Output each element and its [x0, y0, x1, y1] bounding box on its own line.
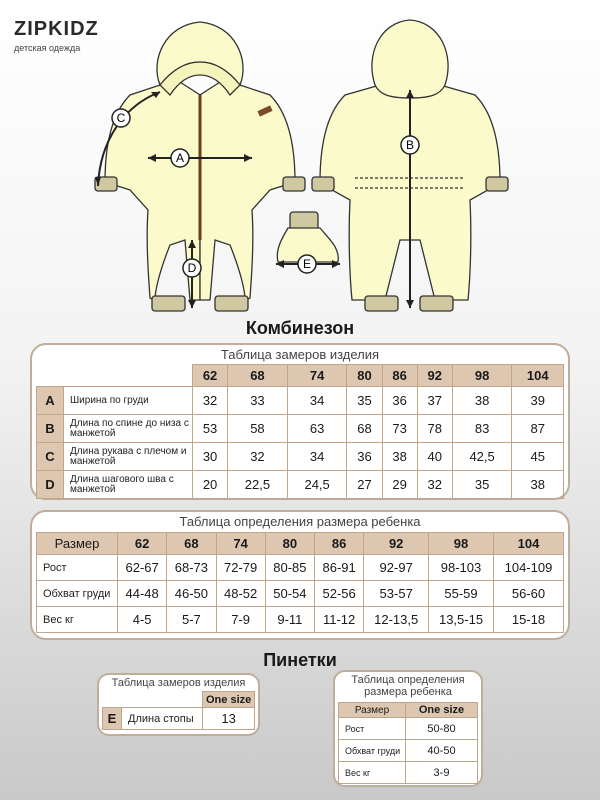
booties-size-table — [338, 702, 478, 784]
size-header: 86 — [315, 533, 364, 555]
table-cell: 39 — [512, 387, 564, 415]
row-code: E — [103, 708, 122, 730]
table-cell: 40 — [417, 443, 452, 471]
booties-measure-title: Таблица замеров изделия — [111, 677, 246, 689]
table-row — [37, 415, 564, 443]
table-cell: 32 — [417, 471, 452, 499]
row-code: A — [37, 387, 64, 415]
size-header: One size — [203, 692, 255, 708]
size-header: One size — [406, 703, 478, 718]
table-cell: 27 — [347, 471, 382, 499]
size-header: 86 — [382, 365, 417, 387]
table-cell: 55-59 — [429, 581, 494, 607]
table-cell: 34 — [287, 443, 347, 471]
table-cell: 50-54 — [265, 581, 314, 607]
size-header: 92 — [364, 533, 429, 555]
table-cell: 38 — [512, 471, 564, 499]
table-row — [103, 708, 255, 730]
table-cell: 24,5 — [287, 471, 347, 499]
size-header: 98 — [429, 533, 494, 555]
table-cell: 87 — [512, 415, 564, 443]
table-cell: 9-11 — [265, 607, 314, 633]
row-label: Рост — [37, 555, 118, 581]
table-cell: 63 — [287, 415, 347, 443]
table-cell: 35 — [452, 471, 512, 499]
table-cell: 86-91 — [315, 555, 364, 581]
booties-size-title: Таблица определения размера ребенка — [351, 674, 465, 698]
table-cell: 37 — [417, 387, 452, 415]
table-cell: 78 — [417, 415, 452, 443]
table-cell: 32 — [228, 443, 288, 471]
table-cell: 22,5 — [228, 471, 288, 499]
table-cell: 52-56 — [315, 581, 364, 607]
size-header: 80 — [347, 365, 382, 387]
jumpsuit-illustration — [0, 0, 600, 320]
table-cell: 68 — [347, 415, 382, 443]
table-cell: 53 — [193, 415, 228, 443]
table-cell: 40-50 — [406, 740, 478, 762]
table-row — [37, 443, 564, 471]
row-label: Вес кг — [339, 762, 406, 784]
table-row — [37, 387, 564, 415]
size-header: 92 — [417, 365, 452, 387]
brand-name: ZIPKIDZ — [14, 18, 99, 40]
table-cell: 68-73 — [167, 555, 216, 581]
row-code: D — [37, 471, 64, 499]
table-cell: 20 — [193, 471, 228, 499]
size-header: 68 — [167, 533, 216, 555]
table-cell: 35 — [347, 387, 382, 415]
table-cell: 62-67 — [118, 555, 167, 581]
size-header: 62 — [118, 533, 167, 555]
size-header-label: Размер — [339, 703, 406, 718]
row-code: B — [37, 415, 64, 443]
table-cell: 36 — [382, 387, 417, 415]
size-header: 104 — [512, 365, 564, 387]
row-label: Вес кг — [37, 607, 118, 633]
size-header: 74 — [287, 365, 347, 387]
jumpsuit-size-table — [36, 532, 564, 633]
table-cell: 45 — [512, 443, 564, 471]
row-label: Длина стопы — [122, 708, 203, 730]
table-row — [37, 471, 564, 499]
jumpsuit-title: Комбинезон — [245, 318, 355, 338]
size-header: 74 — [216, 533, 265, 555]
size-header-label: Размер — [37, 533, 118, 555]
table-cell: 58 — [228, 415, 288, 443]
size-header: 80 — [265, 533, 314, 555]
jumpsuit-size-card — [30, 510, 570, 640]
table-cell: 11-12 — [315, 607, 364, 633]
table-cell: 13 — [203, 708, 255, 730]
table-cell: 73 — [382, 415, 417, 443]
marker-e: E — [302, 257, 312, 271]
table-row — [37, 607, 564, 633]
table-cell: 104-109 — [493, 555, 563, 581]
size-header: 98 — [452, 365, 512, 387]
booties-measure-card — [97, 673, 260, 736]
brand-tagline: детская одежда — [14, 43, 81, 53]
table-cell: 98-103 — [429, 555, 494, 581]
marker-a: A — [175, 151, 185, 165]
jumpsuit-measure-card — [30, 343, 570, 500]
table-cell: 5-7 — [167, 607, 216, 633]
row-label: Длина рукава с плечом и манжетой — [64, 443, 193, 471]
table-cell: 15-18 — [493, 607, 563, 633]
table-cell: 44-48 — [118, 581, 167, 607]
size-header: 68 — [228, 365, 288, 387]
table-cell: 3-9 — [406, 762, 478, 784]
table-cell: 30 — [193, 443, 228, 471]
size-header: 62 — [193, 365, 228, 387]
row-label: Обхват груди — [37, 581, 118, 607]
table-cell: 36 — [347, 443, 382, 471]
booties-size-card — [333, 670, 483, 787]
table-row — [37, 581, 564, 607]
table-cell: 83 — [452, 415, 512, 443]
row-label: Обхват груди — [339, 740, 406, 762]
table-cell: 12-13,5 — [364, 607, 429, 633]
table-cell: 38 — [382, 443, 417, 471]
size-header: 104 — [493, 533, 563, 555]
jumpsuit-measure-title: Таблица замеров изделия — [220, 347, 380, 362]
table-cell: 80-85 — [265, 555, 314, 581]
table-row — [339, 762, 478, 784]
table-cell: 48-52 — [216, 581, 265, 607]
table-cell: 29 — [382, 471, 417, 499]
marker-b: B — [405, 138, 415, 152]
table-cell: 4-5 — [118, 607, 167, 633]
table-cell: 50-80 — [406, 718, 478, 740]
row-code: C — [37, 443, 64, 471]
table-cell: 72-79 — [216, 555, 265, 581]
table-cell: 32 — [193, 387, 228, 415]
marker-c: C — [116, 111, 126, 125]
row-label: Длина по спине до низа с манжетой — [64, 415, 193, 443]
booties-measure-table — [102, 691, 255, 730]
row-label: Длина шагового шва с манжетой — [64, 471, 193, 499]
jumpsuit-size-title: Таблица определения размера ребенка — [179, 514, 421, 529]
table-row — [37, 555, 564, 581]
jumpsuit-measure-table — [36, 364, 564, 499]
row-label: Ширина по груди — [64, 387, 193, 415]
booties-title: Пинетки — [263, 650, 337, 670]
table-cell: 46-50 — [167, 581, 216, 607]
table-row — [339, 718, 478, 740]
table-cell: 42,5 — [452, 443, 512, 471]
table-cell: 34 — [287, 387, 347, 415]
table-cell: 7-9 — [216, 607, 265, 633]
table-cell: 33 — [228, 387, 288, 415]
table-cell: 92-97 — [364, 555, 429, 581]
row-label: Рост — [339, 718, 406, 740]
marker-d: D — [187, 261, 197, 275]
table-cell: 38 — [452, 387, 512, 415]
table-cell: 56-60 — [493, 581, 563, 607]
table-cell: 13,5-15 — [429, 607, 494, 633]
table-cell: 53-57 — [364, 581, 429, 607]
table-row — [339, 740, 478, 762]
